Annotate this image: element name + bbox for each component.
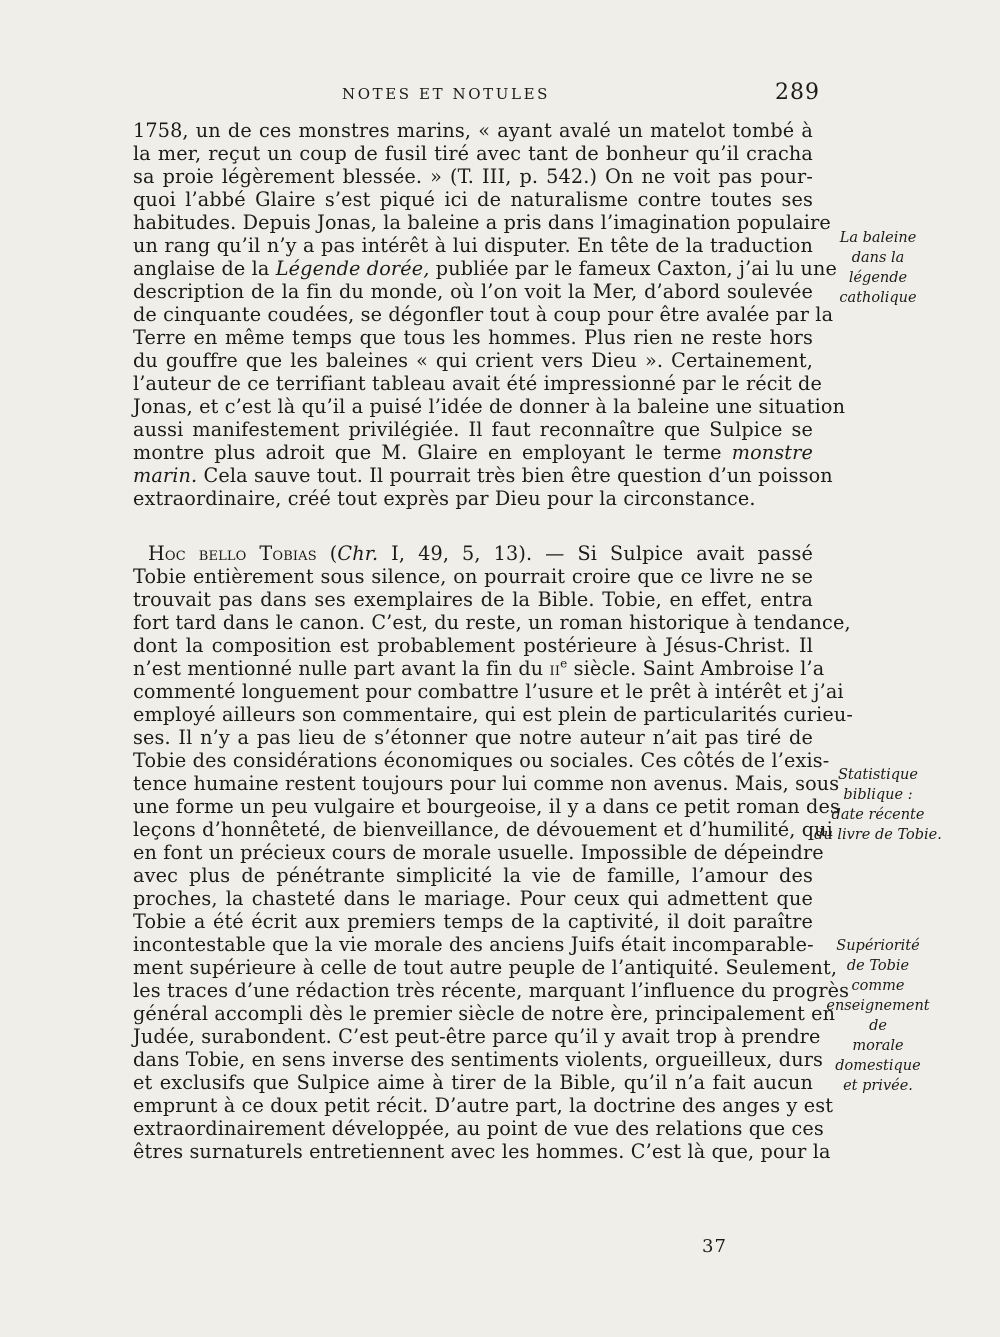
text-line: dans Tobie, en sens inverse des sentiments violents, orgueilleux, durs [133,1048,824,1071]
text-line: habitudes. Depuis Jonas, la baleine a pris dans l’imagination populaire [133,211,831,234]
text-run: montre plus adroit que M. Glaire en employant le terme [133,441,732,464]
text-line: et exclusifs que Sulpice aime à tirer de la Bible, qu’il n’a fait aucun [133,1071,813,1094]
text-line: trouvait pas dans ses exemplaires de la Bible. Tobie, en effet, entra [133,588,813,611]
italic-term: marin. [133,464,198,487]
text-line: extraordinairement développée, au point de vue des relations que ces [133,1117,824,1140]
running-title: NOTES ET NOTULES [342,85,550,103]
text-line: Tobie des considérations économiques ou sociales. Ces côtés de l’exis- [133,749,830,772]
text-line: un rang qu’il n’y a pas intérêt à lui disputer. En tête de la traduction [133,234,813,257]
text-line: de cinquante coudées, se dégonfler tout à coup pour être avalée par la [133,303,834,326]
text-line: êtres surnaturels entretiennent avec les hommes. C’est là que, pour la [133,1140,831,1163]
text-line: Terre en même temps que tous les hommes. Plus rien ne reste hors [133,326,813,349]
running-head [130,80,820,105]
roman-numeral: ii [549,657,561,680]
signature-mark: 37 [702,1236,727,1257]
text-line: quoi l’abbé Glaire s’est piqué ici de naturalisme contre toutes ses [133,188,813,211]
text-line: Tobie a été écrit aux premiers temps de la captivité, il doit paraître [133,910,813,933]
margin-note-superiority [808,936,948,1096]
margin-note-whale [808,228,948,308]
text-line: avec plus de pénétrante simplicité la vie de famille, l’amour des [133,864,813,887]
text-run: ( [316,542,338,565]
text-line: proches, la chasteté dans le mariage. Pour ceux qui admettent que [133,887,813,910]
text-run: publiée par le fameux Caxton, j’ai lu une [429,257,838,280]
text-line: Jonas, et c’est là qu’il a puisé l’idée de donner à la baleine une situation [133,395,846,418]
text-line: en font un précieux cours de morale usuelle. Impossible de dépeindre [133,841,824,864]
margin-note-line: Supériorité [836,938,920,954]
margin-note-line: La baleine [839,230,917,246]
italic-term: monstre [731,441,813,464]
text-line: Judée, surabondent. C’est peut-être parce qu’il y avait trop à prendre [133,1025,821,1048]
text-line: commenté longuement pour combattre l’usure et le prêt à intérêt et j’ai [133,680,844,703]
text-line: ses. Il n’y a pas lieu de s’étonner que notre auteur n’ait pas tiré de [133,726,813,749]
margin-note-line: comme [851,978,905,994]
text-line: dont la composition est probablement postérieure à Jésus-Christ. Il [133,634,813,657]
text-run: anglaise de la [133,257,276,280]
margin-note-line: date récente [831,807,925,823]
text-line: la mer, reçut un coup de fusil tiré avec tant de bonheur qu’il cracha [133,142,813,165]
text-line: sa proie légèrement blessée. » (T. III, p. 542.) On ne voit pas pour- [133,165,813,188]
margin-note-line: de [869,1018,887,1034]
margin-note-line: de Tobie [846,958,910,974]
text-line [133,257,838,280]
text-line: les traces d’une rédaction très récente, marquant l’influence du progrès [133,979,850,1002]
text-line [148,543,813,565]
text-line [133,464,833,487]
text-line: fort tard dans le canon. C’est, du reste, un roman historique à tendance, [133,611,851,634]
text-line: extraordinaire, créé tout exprès par Dieu pour la circonstance. [133,487,756,510]
text-line [133,656,825,680]
text-line: 1758, un de ces monstres marins, « ayant avalé un matelot tombé à [133,119,813,142]
page-number: 289 [775,80,820,105]
margin-note-line: biblique : [843,787,913,803]
margin-note-line: légende catholique [839,270,917,306]
text-line: aussi manifestement privilégiée. Il faut reconnaître que Sulpice se [133,418,813,441]
text-line: une forme un peu vulgaire et bourgeoise, il y a dans ce petit roman des [133,795,840,818]
text-run: Cela sauve tout. Il pourrait très bien être question d’un poisson [197,464,833,487]
italic-ref: Chr. [337,542,379,565]
text-line: description de la fin du monde, où l’on voit la Mer, d’abord soulevée [133,280,813,303]
margin-note-line: du livre de Tobie. [814,827,942,843]
margin-note-statistics [808,765,948,845]
margin-note-line: et privée. [843,1078,913,1094]
text-run: n’est mentionné nulle part avant la fin du [133,657,550,680]
text-line [133,442,813,464]
text-run: I, 49, 5, 13). — Si Sulpice avait passé [378,542,814,565]
text-line: Tobie entièrement sous silence, on pourrait croire que ce livre ne se [133,565,813,588]
margin-note-line: Statistique [838,767,918,783]
margin-note-line: dans la [851,250,905,266]
text-line: l’auteur de ce terrifiant tableau avait été impressionné par le récit de [133,372,822,395]
text-line: incontestable que la vie morale des anciens Juifs était incomparable- [133,933,814,956]
superscript: e [560,656,568,671]
margin-note-line: enseignement [826,998,930,1014]
text-line: leçons d’honnêteté, de bienveillance, de dévouement et d’humilité, qui [133,818,833,841]
margin-note-line: morale domestique [835,1038,921,1074]
text-line: tence humaine restent toujours pour lui comme non avenus. Mais, sous [133,772,840,795]
text-line: ment supérieure à celle de tout autre peuple de l’antiquité. Seulement, [133,956,838,979]
text-line: emprunt à ce doux petit récit. D’autre part, la doctrine des anges y est [133,1094,834,1117]
italic-title: Légende dorée, [275,257,430,280]
text-line: général accompli dès le premier siècle de notre ère, principalement en [133,1002,836,1025]
text-line: du gouffre que les baleines « qui crient vers Dieu ». Certainement, [133,349,813,372]
text-run: siècle. Saint Ambroise l’a [567,657,825,680]
section-lead: Hoc bello Tobias [148,542,317,565]
text-line: employé ailleurs son commentaire, qui est plein de particularités curieu- [133,703,854,726]
